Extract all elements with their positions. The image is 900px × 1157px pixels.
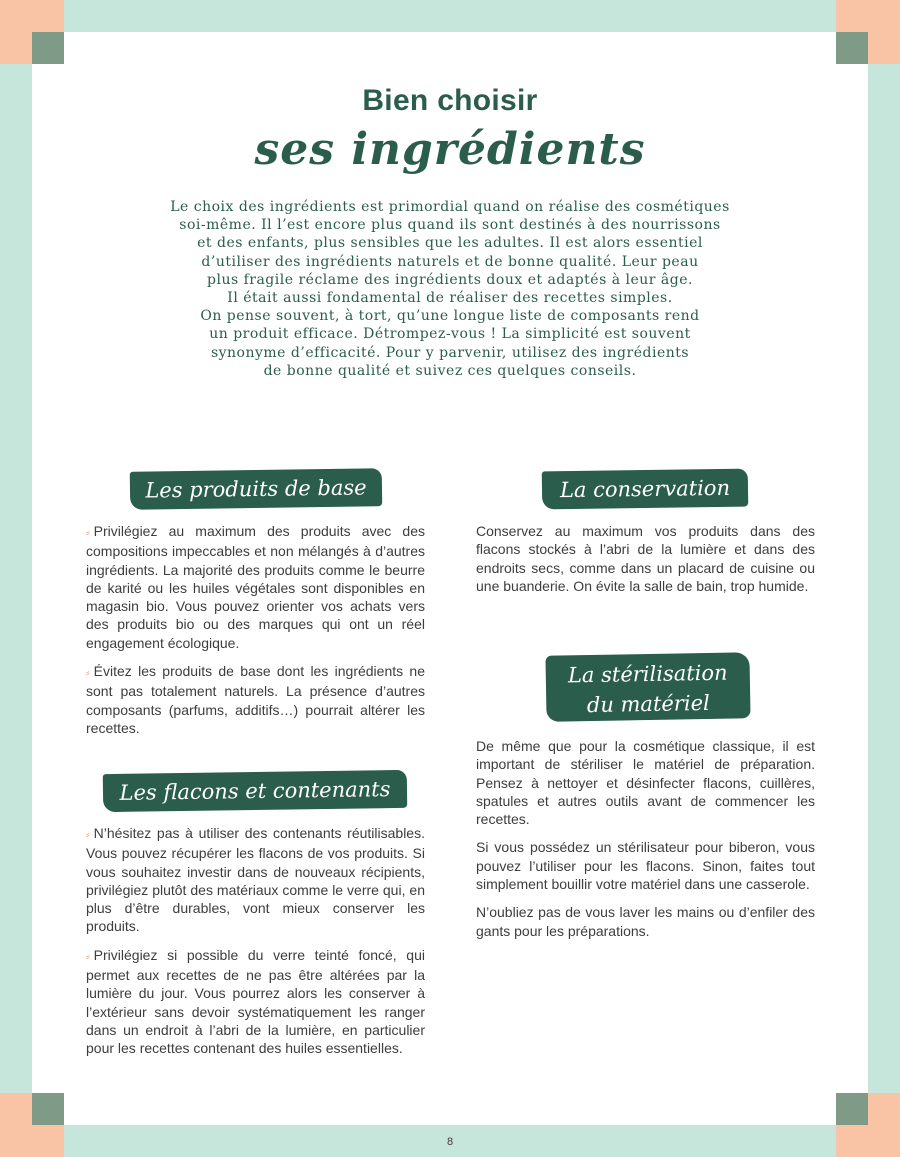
bullet-paragraph: ⸗ N’hésitez pas à utiliser des contenants réutilisables. Vous pouvez récupérer les flacons de vos produits. Si vous souhaitez investir dans de nouveaux récipients, privilégiez plutôt des matériaux comme le verre qui, en plus d’être durables, vont mieux conserver les produits. [86, 825, 425, 935]
intro-line: et des enfants, plus sensibles que les adultes. Il est alors essentiel [197, 235, 703, 252]
section-conservation [476, 522, 815, 605]
intro-line: d’utiliser des ingrédients naturels et de bonne qualité. Leur peau [201, 253, 699, 270]
paragraph: De même que pour la cosmétique classique, il est important de stériliser le matériel de préparation. Pensez à nettoyer et désinfecter flacons, cuillères, spatules et autres outils avant de commencer les recettes. [476, 738, 815, 828]
paragraph: N’oubliez pas de vous laver les mains ou d’enfiler des gants pour les préparations. [476, 904, 815, 939]
intro-line: un produit efficace. Détrompez-vous ! La simplicité est souvent [209, 326, 691, 343]
corner-square-bottom-right [836, 1093, 868, 1125]
heading-flacons-et-contenants: Les flacons et contenants [103, 770, 408, 812]
page-number: 8 [446, 1136, 454, 1148]
section-sterilisation [476, 737, 815, 950]
corner-square-bottom-left [32, 1093, 64, 1125]
intro-line: soi-même. Il l’est encore plus quand ils sont destinés à des nourrissons [179, 217, 721, 234]
corner-square-top-right [836, 32, 868, 64]
section-flacons-et-contenants [86, 824, 425, 1068]
heading-line: du matériel [586, 690, 710, 718]
intro-line: Le choix des ingrédients est primordial quand on réalise des cosmétiques [170, 199, 730, 215]
corner-square-top-left [32, 32, 64, 64]
bullet-paragraph: ⸗ Privilégiez si possible du verre teinté foncé, qui permet aux recettes de ne pas être altérées par la lumière du jour. Vous pourrez alors les conserver à l’extérieur sans devoir systématiquement les ranger dans un endroit à l’abri de la lumière, en particulier pour les recettes contenant des huiles essentielles. [86, 946, 425, 1057]
bullet-paragraph: ⸗ Évitez les produits de base dont les ingrédients ne sont pas totalement naturels. La présence d’autres composants (parfums, additifs…) pourrait altérer les recettes. [86, 663, 425, 736]
page-title: Bien choisir [362, 84, 538, 117]
bullet-icon: ⸗ [86, 950, 90, 963]
paragraph: Conservez au maximum vos produits dans des flacons stockés à l’abri de la lumière et dans des endroits secs, comme dans un placard de cuisine ou une buanderie. On évite la salle de bain, trop humide. [476, 523, 815, 594]
paragraph: Si vous possédez un stérilisateur pour biberon, vous pouvez l’utiliser pour les flacons. Sinon, faites tout simplement bouillir votre matériel dans une casserole. [476, 839, 815, 893]
heading-sterilisation [545, 652, 750, 722]
intro-line: plus fragile réclame des ingrédients doux et adaptés à leur âge. [207, 271, 693, 288]
page-subtitle: ses ingrédients [254, 124, 646, 175]
bullet-paragraph: ⸗ Privilégiez au maximum des produits avec des compositions impeccables et non mélangés à d’autres ingrédients. La majorité des produits comme le beurre de karité ou les huiles végétales sont disponibles en magasin bio. Vous pouvez orienter vos achats vers des produits bio ou des marques qui ont un réel engagement écologique. [86, 523, 425, 651]
intro-line: Il était aussi fondamental de réaliser des recettes simples. [227, 290, 673, 307]
section-produits-de-base [86, 522, 425, 747]
intro-line: de bonne qualité et suivez ces quelques conseils. [263, 362, 637, 379]
bullet-icon: ⸗ [86, 667, 90, 680]
bullet-icon: ⸗ [86, 829, 90, 841]
bullet-icon: ⸗ [86, 527, 90, 539]
intro-line: On pense souvent, à tort, qu’une longue liste de composants rend [200, 308, 700, 325]
intro-paragraph [120, 198, 780, 380]
intro-line: synonyme d’efficacité. Pour y parvenir, utilisez des ingrédients [210, 344, 690, 361]
heading-line: La stérilisation [567, 660, 728, 688]
heading-conservation: La conservation [542, 469, 749, 510]
heading-produits-de-base: Les produits de base [130, 468, 383, 510]
